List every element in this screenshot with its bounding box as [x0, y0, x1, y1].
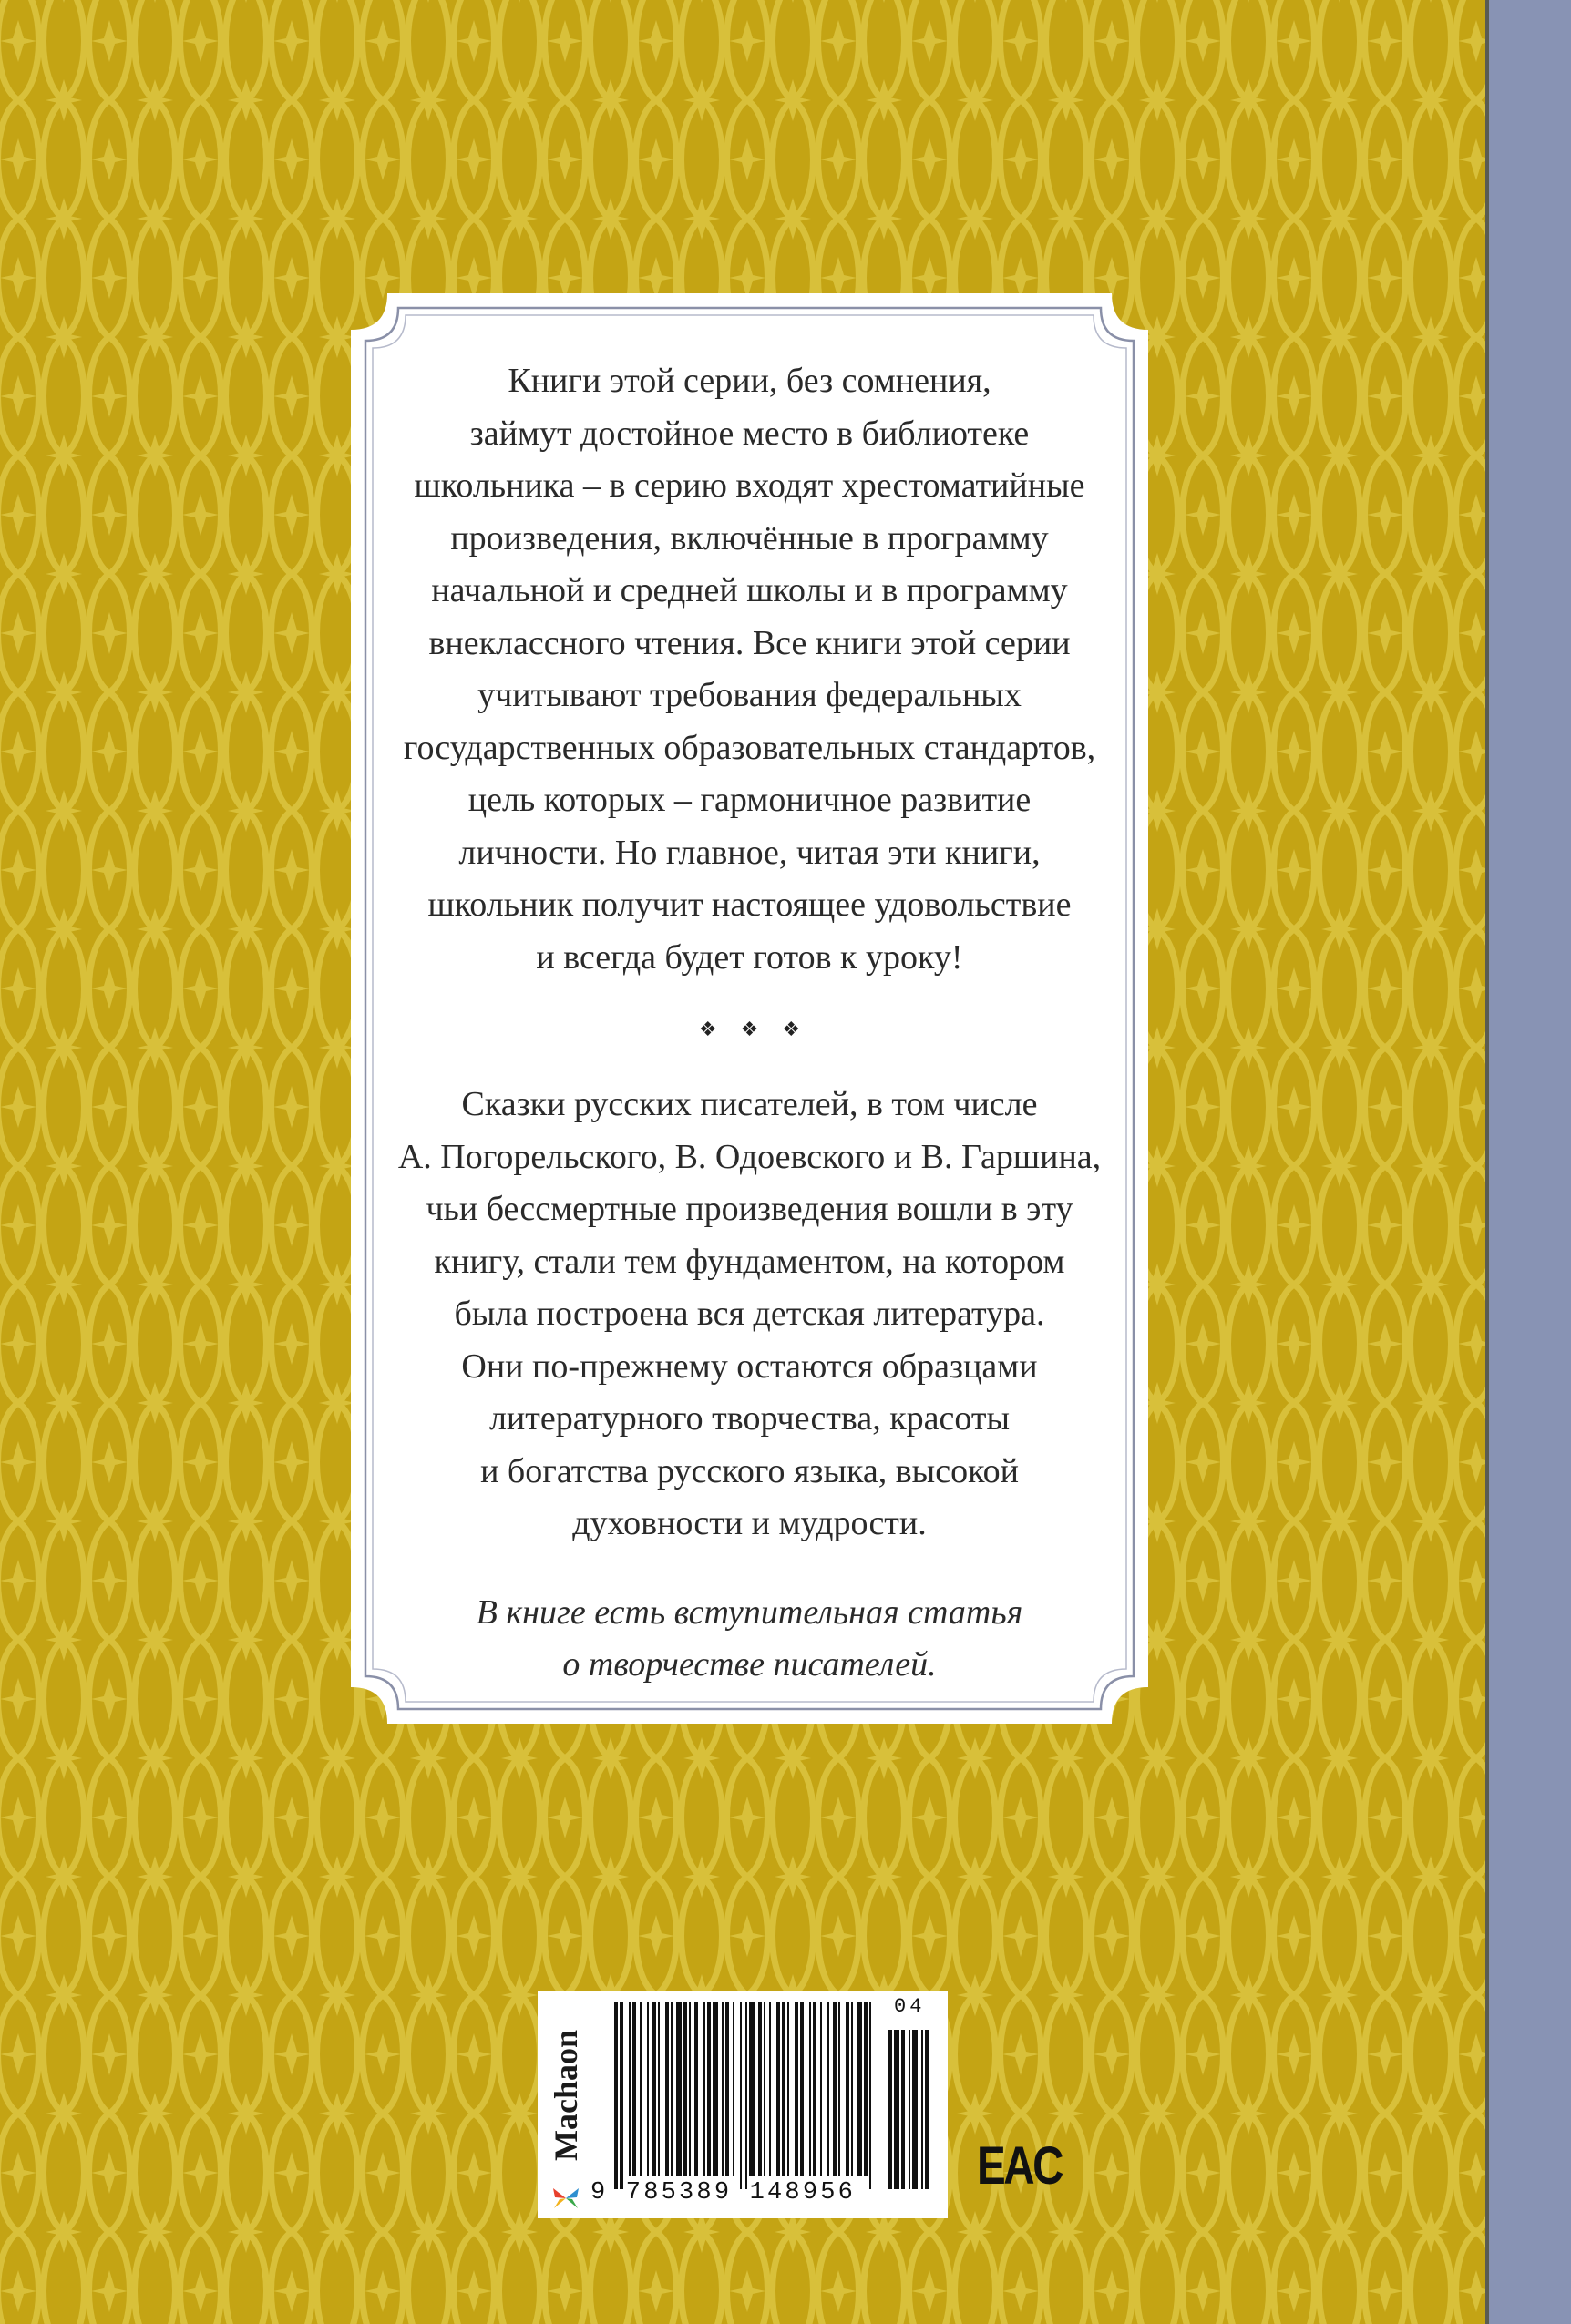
text-line: Они по-прежнему остаются образцами	[461, 1346, 1038, 1386]
barcode-addon-bar	[888, 2030, 892, 2189]
diamond-icon: ❖	[740, 1018, 759, 1040]
barcode-bar	[813, 2002, 816, 2176]
barcode-bar	[851, 2002, 853, 2176]
butterfly-icon	[550, 2186, 581, 2210]
barcode-bar	[820, 2002, 822, 2176]
barcode-addon-bar	[925, 2030, 929, 2189]
text-line: литературного творчества, красоты	[488, 1399, 1011, 1438]
book-description	[383, 1079, 1116, 1551]
barcode-bar	[827, 2002, 829, 2176]
text-line: Сказки русских писателей, в том числе	[461, 1085, 1038, 1123]
barcode-bar	[647, 2002, 649, 2176]
barcode-bar	[769, 2002, 771, 2176]
barcode-bar	[676, 2002, 682, 2176]
text-line: произведения, включённые в программу	[450, 518, 1049, 558]
barcode-bar	[694, 2002, 698, 2176]
barcode-bar	[869, 2002, 871, 2189]
text-line: цель которых – гармоничное развитие	[467, 781, 1032, 819]
barcode-bar	[846, 2002, 849, 2176]
diamond-icon: ❖	[782, 1018, 801, 1040]
barcode-bar	[758, 2002, 762, 2176]
text-line: была построена вся детская литература.	[454, 1295, 1045, 1333]
barcode-addon: 04	[894, 1995, 926, 2018]
barcode-bar	[800, 2002, 804, 2176]
text-line: А. Погорельского, В. Одоевского и В. Гаршина,	[397, 1137, 1102, 1176]
text-line: личности. Но главное, читая эти книги,	[458, 833, 1041, 872]
barcode-addon-bar	[921, 2030, 923, 2189]
barcode-bar	[749, 2002, 755, 2176]
barcode-bar	[703, 2002, 705, 2176]
barcode-bar	[745, 2002, 747, 2189]
text-line: Книги этой серии, без сомнения,	[508, 362, 991, 400]
barcode-bar	[838, 2002, 840, 2176]
series-description	[383, 355, 1116, 984]
barcode-bar	[632, 2002, 636, 2176]
barcode-addon-bar	[912, 2030, 918, 2189]
description-panel	[383, 355, 1116, 1692]
barcode-bar	[671, 2002, 673, 2176]
barcode-bar	[640, 2002, 642, 2176]
barcode-bar	[776, 2002, 780, 2176]
text-line: и богатства русского языка, высокой	[480, 1451, 1019, 1490]
barcode-addon-bar	[909, 2030, 910, 2189]
barcode-bar	[683, 2002, 687, 2176]
barcode-bar	[665, 2002, 669, 2176]
text-line: начальной и средней школы и в программу	[431, 571, 1068, 609]
publisher-name: Machaon	[548, 2030, 584, 2161]
text-line: книгу, стали тем фундаментом, на котором	[434, 1242, 1065, 1281]
barcode-bar	[782, 2002, 786, 2176]
barcode-bar	[620, 2002, 623, 2189]
barcode-bar	[733, 2002, 734, 2176]
barcode-addon-bar	[901, 2030, 905, 2189]
barcode-bar	[764, 2002, 765, 2176]
text-line: и всегда будет готов к уроку!	[536, 937, 963, 977]
text-line: о творчестве писателей.	[562, 1645, 937, 1684]
text-line: В книге есть вступительная статья	[476, 1592, 1023, 1632]
text-line: учитывают требования федеральных	[477, 676, 1022, 714]
isbn-number: 9 785389 148956	[590, 2179, 857, 2206]
barcode-bar	[652, 2002, 656, 2176]
barcode-bar	[833, 2002, 837, 2176]
spine-strip	[1485, 0, 1571, 2324]
isbn-barcode	[611, 2002, 934, 2194]
barcode-bar	[722, 2002, 724, 2176]
barcode-bar	[857, 2002, 862, 2176]
barcode-bar	[689, 2002, 691, 2176]
barcode-bar	[658, 2002, 660, 2176]
barcode-bar	[629, 2002, 631, 2176]
diamond-icon: ❖	[698, 1018, 717, 1040]
introduction-note	[383, 1587, 1116, 1692]
text-line: духовности и мудрости.	[572, 1504, 927, 1542]
barcode-bar	[707, 2002, 711, 2176]
machaon-logo	[543, 2004, 589, 2209]
eac-certification-mark: EAC	[977, 2136, 1063, 2196]
barcode-bar	[809, 2002, 811, 2176]
barcode-bar	[864, 2002, 868, 2176]
text-line: школьник получит настоящее удовольствие	[427, 886, 1072, 924]
text-line: внеклассного чтения. Все книги этой серии	[428, 623, 1071, 662]
diamond-ornament-icon	[383, 1011, 1116, 1048]
text-line: школьника – в серию входят хрестоматийные	[414, 466, 1085, 505]
barcode-bar	[725, 2002, 729, 2176]
text-line: государственных образовательных стандартов,	[403, 728, 1096, 767]
barcode-bar	[787, 2002, 789, 2176]
barcode-bar	[795, 2002, 798, 2176]
barcode-bar	[713, 2002, 718, 2176]
barcode-bar	[740, 2002, 742, 2189]
barcode-bar	[614, 2002, 618, 2189]
text-line: займут достойное место в библиотеке	[469, 414, 1030, 453]
text-line: чьи бессмертные произведения вошли в эту	[426, 1190, 1073, 1228]
barcode-addon-bar	[894, 2030, 899, 2189]
